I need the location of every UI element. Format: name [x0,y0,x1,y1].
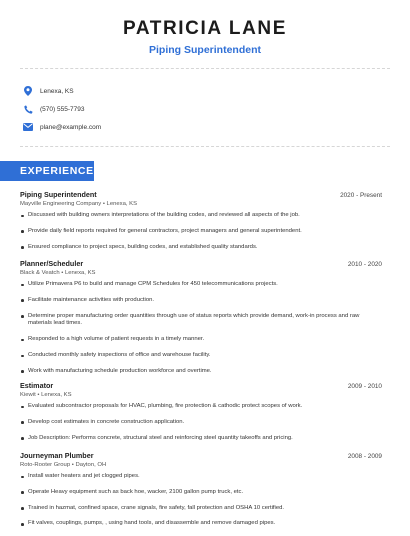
job-dates: 2009 - 2010 [347,383,382,390]
job-dates: 2010 - 2020 [347,261,382,268]
experience-heading: EXPERIENCE [0,161,94,181]
resume-header [0,0,410,56]
divider [20,68,390,69]
divider [20,146,390,147]
bullet-item: Provide daily field reports required for general contractors, project managers and general superintendent. [20,228,382,236]
phone-text: (570) 555-7793 [40,105,85,113]
envelope-icon [22,121,34,133]
job-dates: 2020 - Present [340,192,382,199]
map-pin-icon [22,85,34,97]
phone-icon [22,103,34,115]
bullet-item: Evaluated subcontractor proposals for HVAC, plumbing, fire protection & cathodic protect scopes of work. [20,403,382,411]
job-entry [20,190,382,259]
company-name: Roto-Rooter Group [20,462,71,468]
job-company-line: Mayville Engineering Company • Lenexa, KS [20,201,138,207]
email-text: plane@example.com [40,123,102,131]
job-company-line: Black & Veatch • Lenexa, KS [20,270,96,276]
bullet-item: Discussed with building owners interpretations of the building codes, and reviewed all aspects of the job. [20,212,382,220]
job-location: Lenexa, KS [41,392,72,398]
job-company-line: Kiewit • Lenexa, KS [20,392,72,398]
job-company-line: Roto-Rooter Group • Dayton, OH [20,462,107,468]
job-title: Journeyman Plumber [20,451,94,460]
job-location: Lenexa, KS [106,201,138,207]
job-bullets [20,403,382,442]
job-title: Piping Superintendent [20,190,97,199]
contact-phone [22,100,101,118]
company-name: Black & Veatch [20,270,60,276]
job-entry [20,381,382,450]
bullet-item: Fit valves, couplings, pumps, , using hand tools, and disassemble and remove damaged pipes. [20,520,382,528]
bullet-item: Work with manufacturing schedule production workforce and overtime. [20,368,382,376]
job-entry [20,451,382,536]
candidate-name: PATRICIA LANE [123,18,287,39]
job-title: Planner/Scheduler [20,259,84,268]
bullet-item: Job Description: Performs concrete, structural steel and reinforcing steel quantity takeoffs and pricing. [20,435,382,443]
bullet-item: Utilize Primavera P6 to build and manage CPM Schedules for 450 telecommunications projects. [20,281,382,289]
company-name: Mayville Engineering Company [20,201,102,207]
company-name: Kiewit [20,392,36,398]
contact-info [22,82,101,136]
bullet-item: Responded to a high volume of patient requests in a timely manner. [20,336,382,344]
location-text: Lenexa, KS [40,87,74,95]
bullet-item: Operate Heavy equipment such as back hoe, wacker, 2100 gallon pump truck, etc. [20,489,382,497]
job-title: Estimator [20,381,54,390]
job-location: Dayton, OH [75,462,107,468]
bullet-item: Facilitate maintenance activities with production. [20,297,382,305]
job-bullets [20,212,382,251]
job-bullets [20,473,382,528]
contact-location [22,82,101,100]
bullet-item: Determine proper manufacturing order quantities through use of status reports which provide demand, work-in process and raw materials lead times. [20,313,382,329]
bullet-item: Ensured compliance to project specs, building codes, and established quality standards. [20,244,382,252]
job-entry [20,259,382,384]
bullet-item: Develop cost estimates in concrete construction application. [20,419,382,427]
bullet-item: Conducted monthly safety inspections of office and warehouse facility. [20,352,382,360]
job-location: Lenexa, KS [64,270,96,276]
candidate-title: Piping Superintendent [149,44,261,56]
job-bullets [20,281,382,376]
bullet-item: Trained in hazmat, confined space, crane signals, fire safety, fall protection and OSHA 10 certified. [20,505,382,513]
bullet-item: Install water heaters and jet clogged pipes. [20,473,382,481]
job-dates: 2008 - 2009 [347,453,382,460]
contact-email [22,118,101,136]
